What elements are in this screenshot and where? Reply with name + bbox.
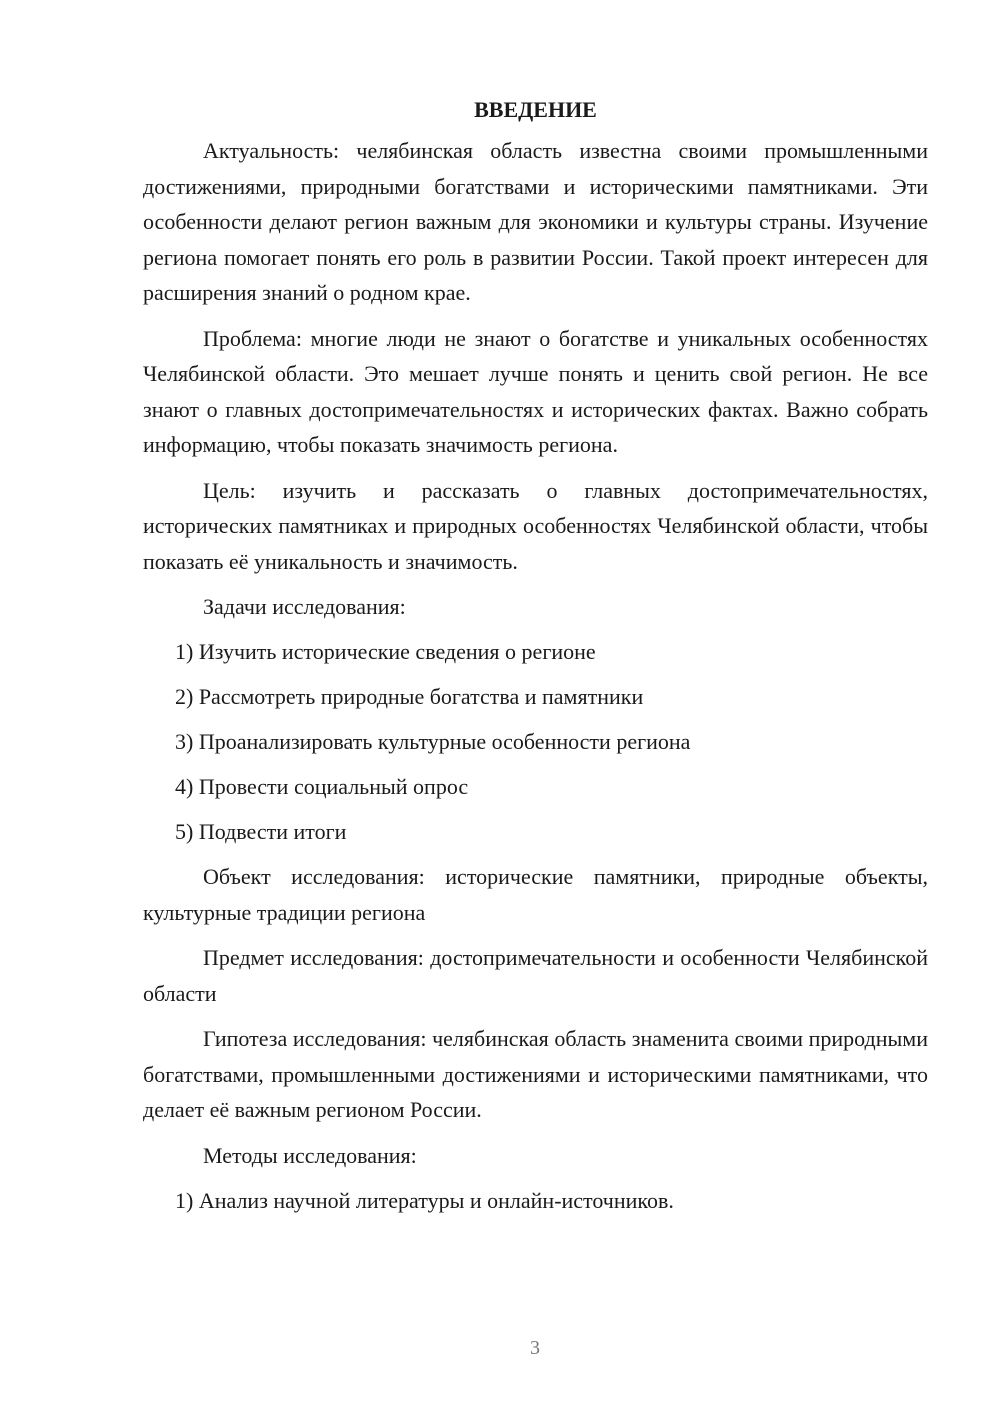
subject-paragraph: Предмет исследования: достопримечательности и особенности Челябинской области xyxy=(143,945,928,1006)
document-title: ВВЕДЕНИЕ xyxy=(474,97,597,122)
list-item: 3) Проанализировать культурные особенности региона xyxy=(175,729,691,754)
tasks-heading: Задачи исследования: xyxy=(203,594,406,619)
hypothesis-paragraph: Гипотеза исследования: челябинская область знаменита своими природными богатствами, промышленными достижениями и историческими памятниками, что делает её важным регионом России. xyxy=(143,1026,928,1122)
relevance-paragraph: Актуальность: челябинская область известна своими промышленными достижениями, природными богатствами и историческими памятниками. Эти особенности делают регион важным для экономики и культуры страны. Изучение региона помогает понять его роль в развитии России. Такой проект интересен для расширения знаний о родном крае. xyxy=(143,138,928,305)
object-paragraph: Объект исследования: исторические памятники, природные объекты, культурные традиции региона xyxy=(143,864,928,925)
page-number: 3 xyxy=(530,1337,540,1359)
tasks-list xyxy=(143,634,928,849)
list-item: 5) Подвести итоги xyxy=(175,819,347,844)
methods-heading: Методы исследования: xyxy=(203,1142,417,1168)
list-item: 2) Рассмотреть природные богатства и памятники xyxy=(175,684,644,709)
list-item: 4) Провести социальный опрос xyxy=(175,774,469,799)
list-item: 1) Изучить исторические сведения о регионе xyxy=(175,639,596,664)
page-content xyxy=(143,92,928,1228)
goal-paragraph: Цель: изучить и рассказать о главных достопримечательностях, исторических памятниках и природных особенностях Челябинской области, чтобы показать её уникальность и значимость. xyxy=(143,477,928,574)
problem-paragraph: Проблема: многие люди не знают о богатстве и уникальных особенностях Челябинской области. Это мешает лучше понять и ценить свой регион. Не все знают о главных достопримечательностях и исторических фактах. Важно собрать информацию, чтобы показать значимость региона. xyxy=(143,325,928,457)
methods-list xyxy=(143,1183,928,1218)
list-item: 1) Анализ научной литературы и онлайн-источников. xyxy=(175,1187,674,1213)
